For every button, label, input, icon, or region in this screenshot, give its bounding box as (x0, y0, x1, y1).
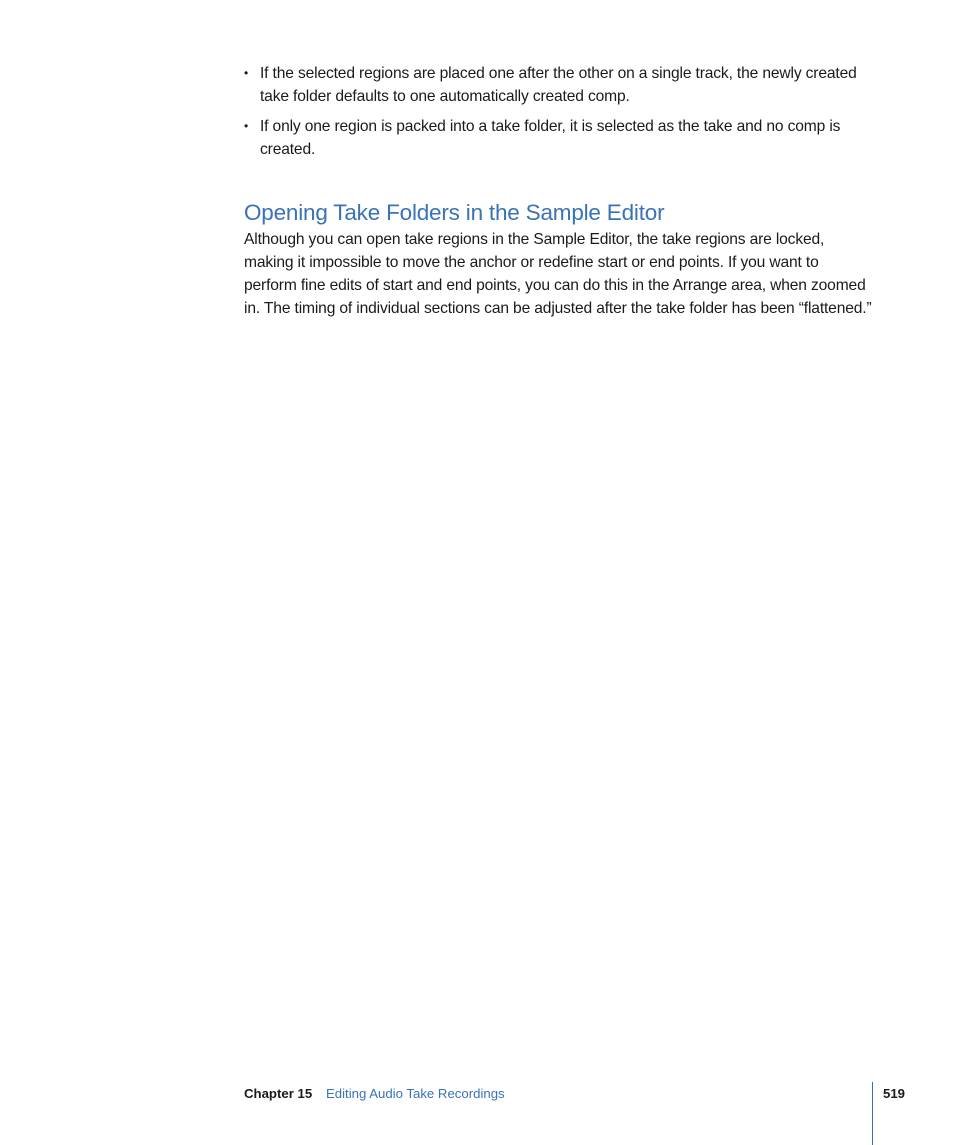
footer-chapter-title[interactable]: Editing Audio Take Recordings (326, 1086, 505, 1101)
bullet-item (244, 62, 884, 108)
footer-chapter-label: Chapter 15 (244, 1086, 313, 1101)
bullet-item (244, 115, 884, 161)
bullet-list (244, 62, 884, 168)
page-number: 519 (883, 1086, 906, 1101)
bullet-text: If the selected regions are placed one after the other on a single track, the newly created take folder defaults to one automatically created comp. (260, 65, 857, 105)
bullet-marker: • (244, 66, 249, 80)
bullet-text: If only one region is packed into a take folder, it is selected as the take and no comp is created. (260, 118, 841, 158)
bullet-marker: • (244, 119, 249, 133)
section-body-paragraph: Although you can open take regions in the Sample Editor, the take regions are locked, making it impossible to move the anchor or redefine start or end points. If you want to perform fine edits of start and end points, you can do this in the Arrange area, when zoomed in. The timing of individual sections can be adjusted after the take folder has been “flattened.” (244, 231, 872, 317)
section-heading: Opening Take Folders in the Sample Editor (244, 200, 665, 225)
footer-divider (872, 1082, 873, 1145)
